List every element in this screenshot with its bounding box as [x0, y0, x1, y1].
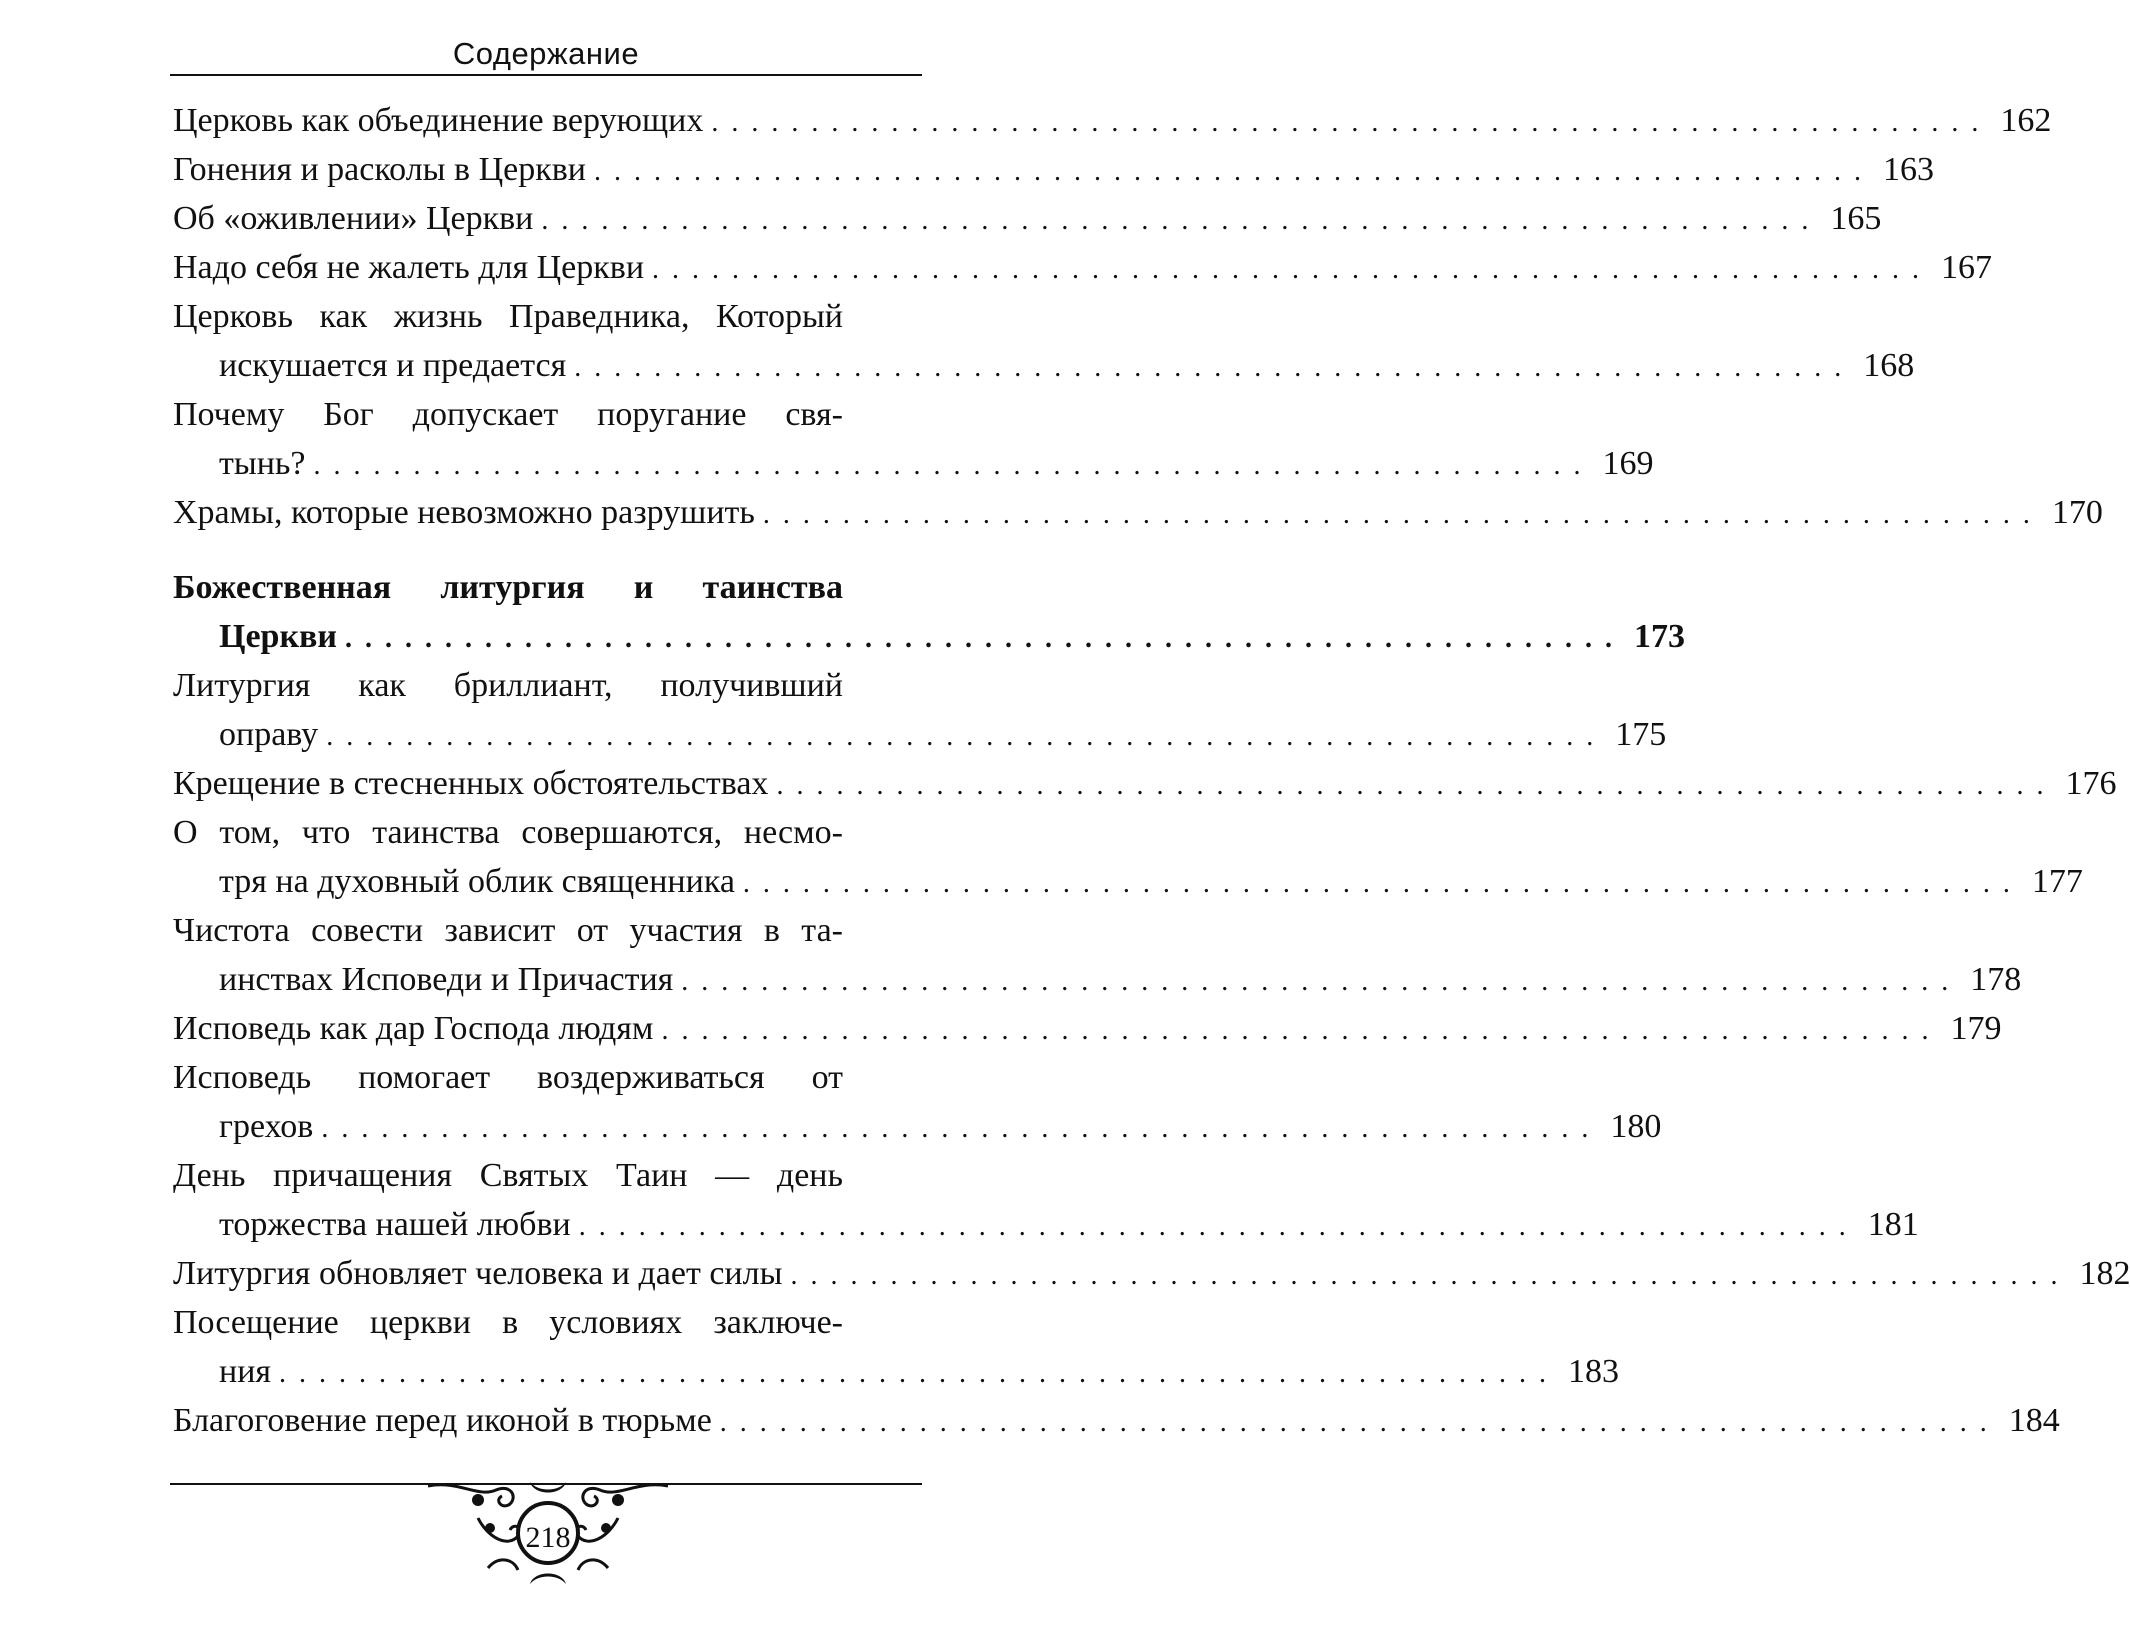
toc-page-number: 181 — [1867, 1206, 1919, 1243]
dot-leader: . . . . . . . . . . . . . . . . . . . . . . . . . . . . . . . . . . . . . . . . . . . . . . . . . . . . . . . . . . . . . . . . — [742, 868, 2013, 899]
header-rule — [170, 74, 922, 76]
toc-entry-last-line — [173, 145, 1934, 194]
toc-entry — [173, 1396, 2060, 1445]
toc-entry-title: Благоговение перед иконой в тюрьме — [173, 1402, 712, 1439]
running-header: Содержание — [452, 36, 640, 71]
dot-leader: . . . . . . . . . . . . . . . . . . . . . . . . . . . . . . . . . . . . . . . . . . . . . . . . . . . . . . . . . . . . . . . . — [790, 1260, 2061, 1291]
dot-leader: . . . . . . . . . . . . . . . . . . . . . . . . . . . . . . . . . . . . . . . . . . . . . . . . . . . . . . . . . . . . . . . . — [776, 770, 2047, 801]
dot-leader: . . . . . . . . . . . . . . . . . . . . . . . . . . . . . . . . . . . . . . . . . . . . . . . . . . . . . . . . . . . . . . . . — [578, 1211, 1849, 1242]
toc-entry-title: торжества нашей любви — [219, 1206, 571, 1243]
toc-entry-title: Надо себя не жалеть для Церкви — [173, 249, 645, 286]
toc-entry-title: искушается и предается — [219, 347, 567, 384]
toc-entry — [173, 390, 1654, 488]
toc-page-number: 184 — [2008, 1402, 2060, 1439]
toc-page-number: 175 — [1615, 716, 1667, 753]
toc-entry-title: Церковь как объединение верующих — [173, 102, 704, 139]
toc-entry-last-line — [173, 1249, 2130, 1298]
toc-entry-last-line — [173, 341, 1915, 390]
toc-page-number: 178 — [1970, 961, 2022, 998]
toc-page-number: 168 — [1863, 347, 1915, 384]
toc-entry-line — [173, 906, 925, 955]
toc-entry — [173, 194, 1882, 243]
toc-entry-title: Посещение церкви в условиях заключе- — [173, 1304, 843, 1341]
toc-entry-last-line — [173, 243, 1993, 292]
toc-entry-title: оправу — [219, 716, 319, 753]
toc-entry-title: Крещение в стесненных обстоятельствах — [173, 765, 769, 802]
toc-page-number: 167 — [1941, 249, 1993, 286]
toc-entry-line — [173, 563, 925, 612]
dot-leader: . . . . . . . . . . . . . . . . . . . . . . . . . . . . . . . . . . . . . . . . . . . . . . . . . . . . . . . . . . . . . . . . — [321, 1113, 1592, 1144]
toc-entry-title: Церкви — [219, 618, 337, 655]
toc-entry-last-line — [173, 96, 2052, 145]
toc-entry-last-line — [173, 857, 2083, 906]
toc-entry-title: Чистота совести зависит от участия в та- — [173, 912, 843, 949]
toc-entry-last-line — [173, 710, 1667, 759]
toc-entry — [173, 1249, 2130, 1298]
toc-page-number: 162 — [2000, 102, 2052, 139]
toc-entry-last-line — [173, 612, 1685, 661]
toc-entry-title: День причащения Святых Таин — день — [173, 1157, 843, 1194]
toc-entry-last-line — [173, 1347, 1620, 1396]
toc-entry-title: тря на духовный облик священника — [219, 863, 735, 900]
toc-entry-line — [173, 292, 925, 341]
dot-leader: . . . . . . . . . . . . . . . . . . . . . . . . . . . . . . . . . . . . . . . . . . . . . . . . . . . . . . . . . . . . . . . . — [661, 1015, 1932, 1046]
toc-entry-line — [173, 1151, 925, 1200]
toc-entry-last-line — [173, 439, 1654, 488]
dot-leader: . . . . . . . . . . . . . . . . . . . . . . . . . . . . . . . . . . . . . . . . . . . . . . . . . . . . . . . . . . . . . . . . — [574, 352, 1845, 383]
toc-page-number: 169 — [1602, 445, 1654, 482]
toc-entry — [173, 292, 1915, 390]
toc-entry-line — [173, 661, 925, 710]
toc-entry-last-line — [173, 759, 2117, 808]
toc-entry-title: грехов — [219, 1108, 314, 1145]
toc-page-number: 179 — [1950, 1010, 2002, 1047]
toc-entry-last-line — [173, 1200, 1919, 1249]
toc-entry-title: Об «оживлении» Церкви — [173, 200, 534, 237]
toc-entry — [173, 1004, 2002, 1053]
toc-entry-line — [173, 1053, 925, 1102]
toc-entry-last-line — [173, 194, 1882, 243]
dot-leader: . . . . . . . . . . . . . . . . . . . . . . . . . . . . . . . . . . . . . . . . . . . . . . . . . . . . . . . . . . . . . . . . — [711, 107, 1982, 138]
toc-entry-title: Литургия обновляет человека и дает силы — [173, 1255, 783, 1292]
toc-entry-title: инствах Исповеди и Причастия — [219, 961, 674, 998]
dot-leader: . . . . . . . . . . . . . . . . . . . . . . . . . . . . . . . . . . . . . . . . . . . . . . . . . . . . . . . . . . . . . . . . — [681, 966, 1952, 997]
toc-page-number: 163 — [1882, 151, 1934, 188]
toc-entry — [173, 488, 2103, 537]
toc-page-number: 176 — [2065, 765, 2117, 802]
toc-entry — [173, 661, 1667, 759]
toc-entry-line — [173, 808, 925, 857]
toc-entry-title: Храмы, которые невозможно разрушить — [173, 494, 755, 531]
dot-leader: . . . . . . . . . . . . . . . . . . . . . . . . . . . . . . . . . . . . . . . . . . . . . . . . . . . . . . . . . . . . . . . . — [762, 499, 2033, 530]
toc-entry-title: Литургия как бриллиант, получивший — [173, 667, 843, 704]
toc-entry-last-line — [173, 1102, 1662, 1151]
toc-entry — [173, 1151, 1919, 1249]
toc-entry — [173, 1053, 1662, 1151]
dot-leader: . . . . . . . . . . . . . . . . . . . . . . . . . . . . . . . . . . . . . . . . . . . . . . . . . . . . . . . . . . . . . . . . — [279, 1358, 1550, 1389]
toc-entry — [173, 1298, 1620, 1396]
toc-entry-last-line — [173, 1396, 2060, 1445]
toc-entry — [173, 145, 1934, 194]
toc-entry-title: О том, что таинства совершаются, несмо- — [173, 814, 843, 851]
toc-entry-title: тынь? — [219, 445, 306, 482]
toc-page-number: 182 — [2079, 1255, 2130, 1292]
toc-entry-title: ния — [219, 1353, 272, 1390]
dot-leader: . . . . . . . . . . . . . . . . . . . . . . . . . . . . . . . . . . . . . . . . . . . . . . . . . . . . . . . . . . . . . . . . — [345, 623, 1615, 654]
toc-entry-title: Почему Бог допускает поругание свя- — [173, 396, 843, 433]
dot-leader: . . . . . . . . . . . . . . . . . . . . . . . . . . . . . . . . . . . . . . . . . . . . . . . . . . . . . . . . . . . . . . . . — [313, 450, 1584, 481]
toc-page-number: 170 — [2051, 494, 2103, 531]
page-number: 218 — [525, 1521, 571, 1554]
toc-entry-last-line — [173, 1004, 2002, 1053]
toc-entry-title: Исповедь помогает воздерживаться от — [173, 1059, 843, 1096]
dot-leader: . . . . . . . . . . . . . . . . . . . . . . . . . . . . . . . . . . . . . . . . . . . . . . . . . . . . . . . . . . . . . . . . — [541, 205, 1812, 236]
toc-entry — [173, 563, 1685, 661]
toc-page-number: 183 — [1568, 1353, 1620, 1390]
toc-entry-title: Гонения и расколы в Церкви — [173, 151, 586, 188]
toc-page-number: 165 — [1830, 200, 1882, 237]
toc-page-number: 180 — [1610, 1108, 1662, 1145]
toc-entry — [173, 906, 2022, 1004]
toc-page-number: 177 — [2031, 863, 2083, 900]
toc-entry — [173, 808, 2083, 906]
toc-entry-line — [173, 390, 925, 439]
toc-entry-title: Церковь как жизнь Праведника, Который — [173, 298, 843, 335]
toc-entry-last-line — [173, 488, 2103, 537]
dot-leader: . . . . . . . . . . . . . . . . . . . . . . . . . . . . . . . . . . . . . . . . . . . . . . . . . . . . . . . . . . . . . . . . — [326, 721, 1597, 752]
dot-leader: . . . . . . . . . . . . . . . . . . . . . . . . . . . . . . . . . . . . . . . . . . . . . . . . . . . . . . . . . . . . . . . . — [719, 1407, 1990, 1438]
toc-entry — [173, 243, 1993, 292]
dot-leader: . . . . . . . . . . . . . . . . . . . . . . . . . . . . . . . . . . . . . . . . . . . . . . . . . . . . . . . . . . . . . . . . — [652, 254, 1923, 285]
toc-entry-line — [173, 1298, 925, 1347]
toc-entry-last-line — [173, 955, 2022, 1004]
toc-entry — [173, 96, 2052, 145]
table-of-contents — [173, 96, 2130, 1445]
dot-leader: . . . . . . . . . . . . . . . . . . . . . . . . . . . . . . . . . . . . . . . . . . . . . . . . . . . . . . . . . . . . . . . . — [593, 156, 1864, 187]
toc-entry — [173, 759, 2117, 808]
toc-entry-title: Исповедь как дар Господа людям — [173, 1010, 654, 1047]
toc-entry-title: Божественная литургия и таинства — [173, 569, 843, 606]
toc-page-number: 173 — [1634, 618, 1685, 655]
